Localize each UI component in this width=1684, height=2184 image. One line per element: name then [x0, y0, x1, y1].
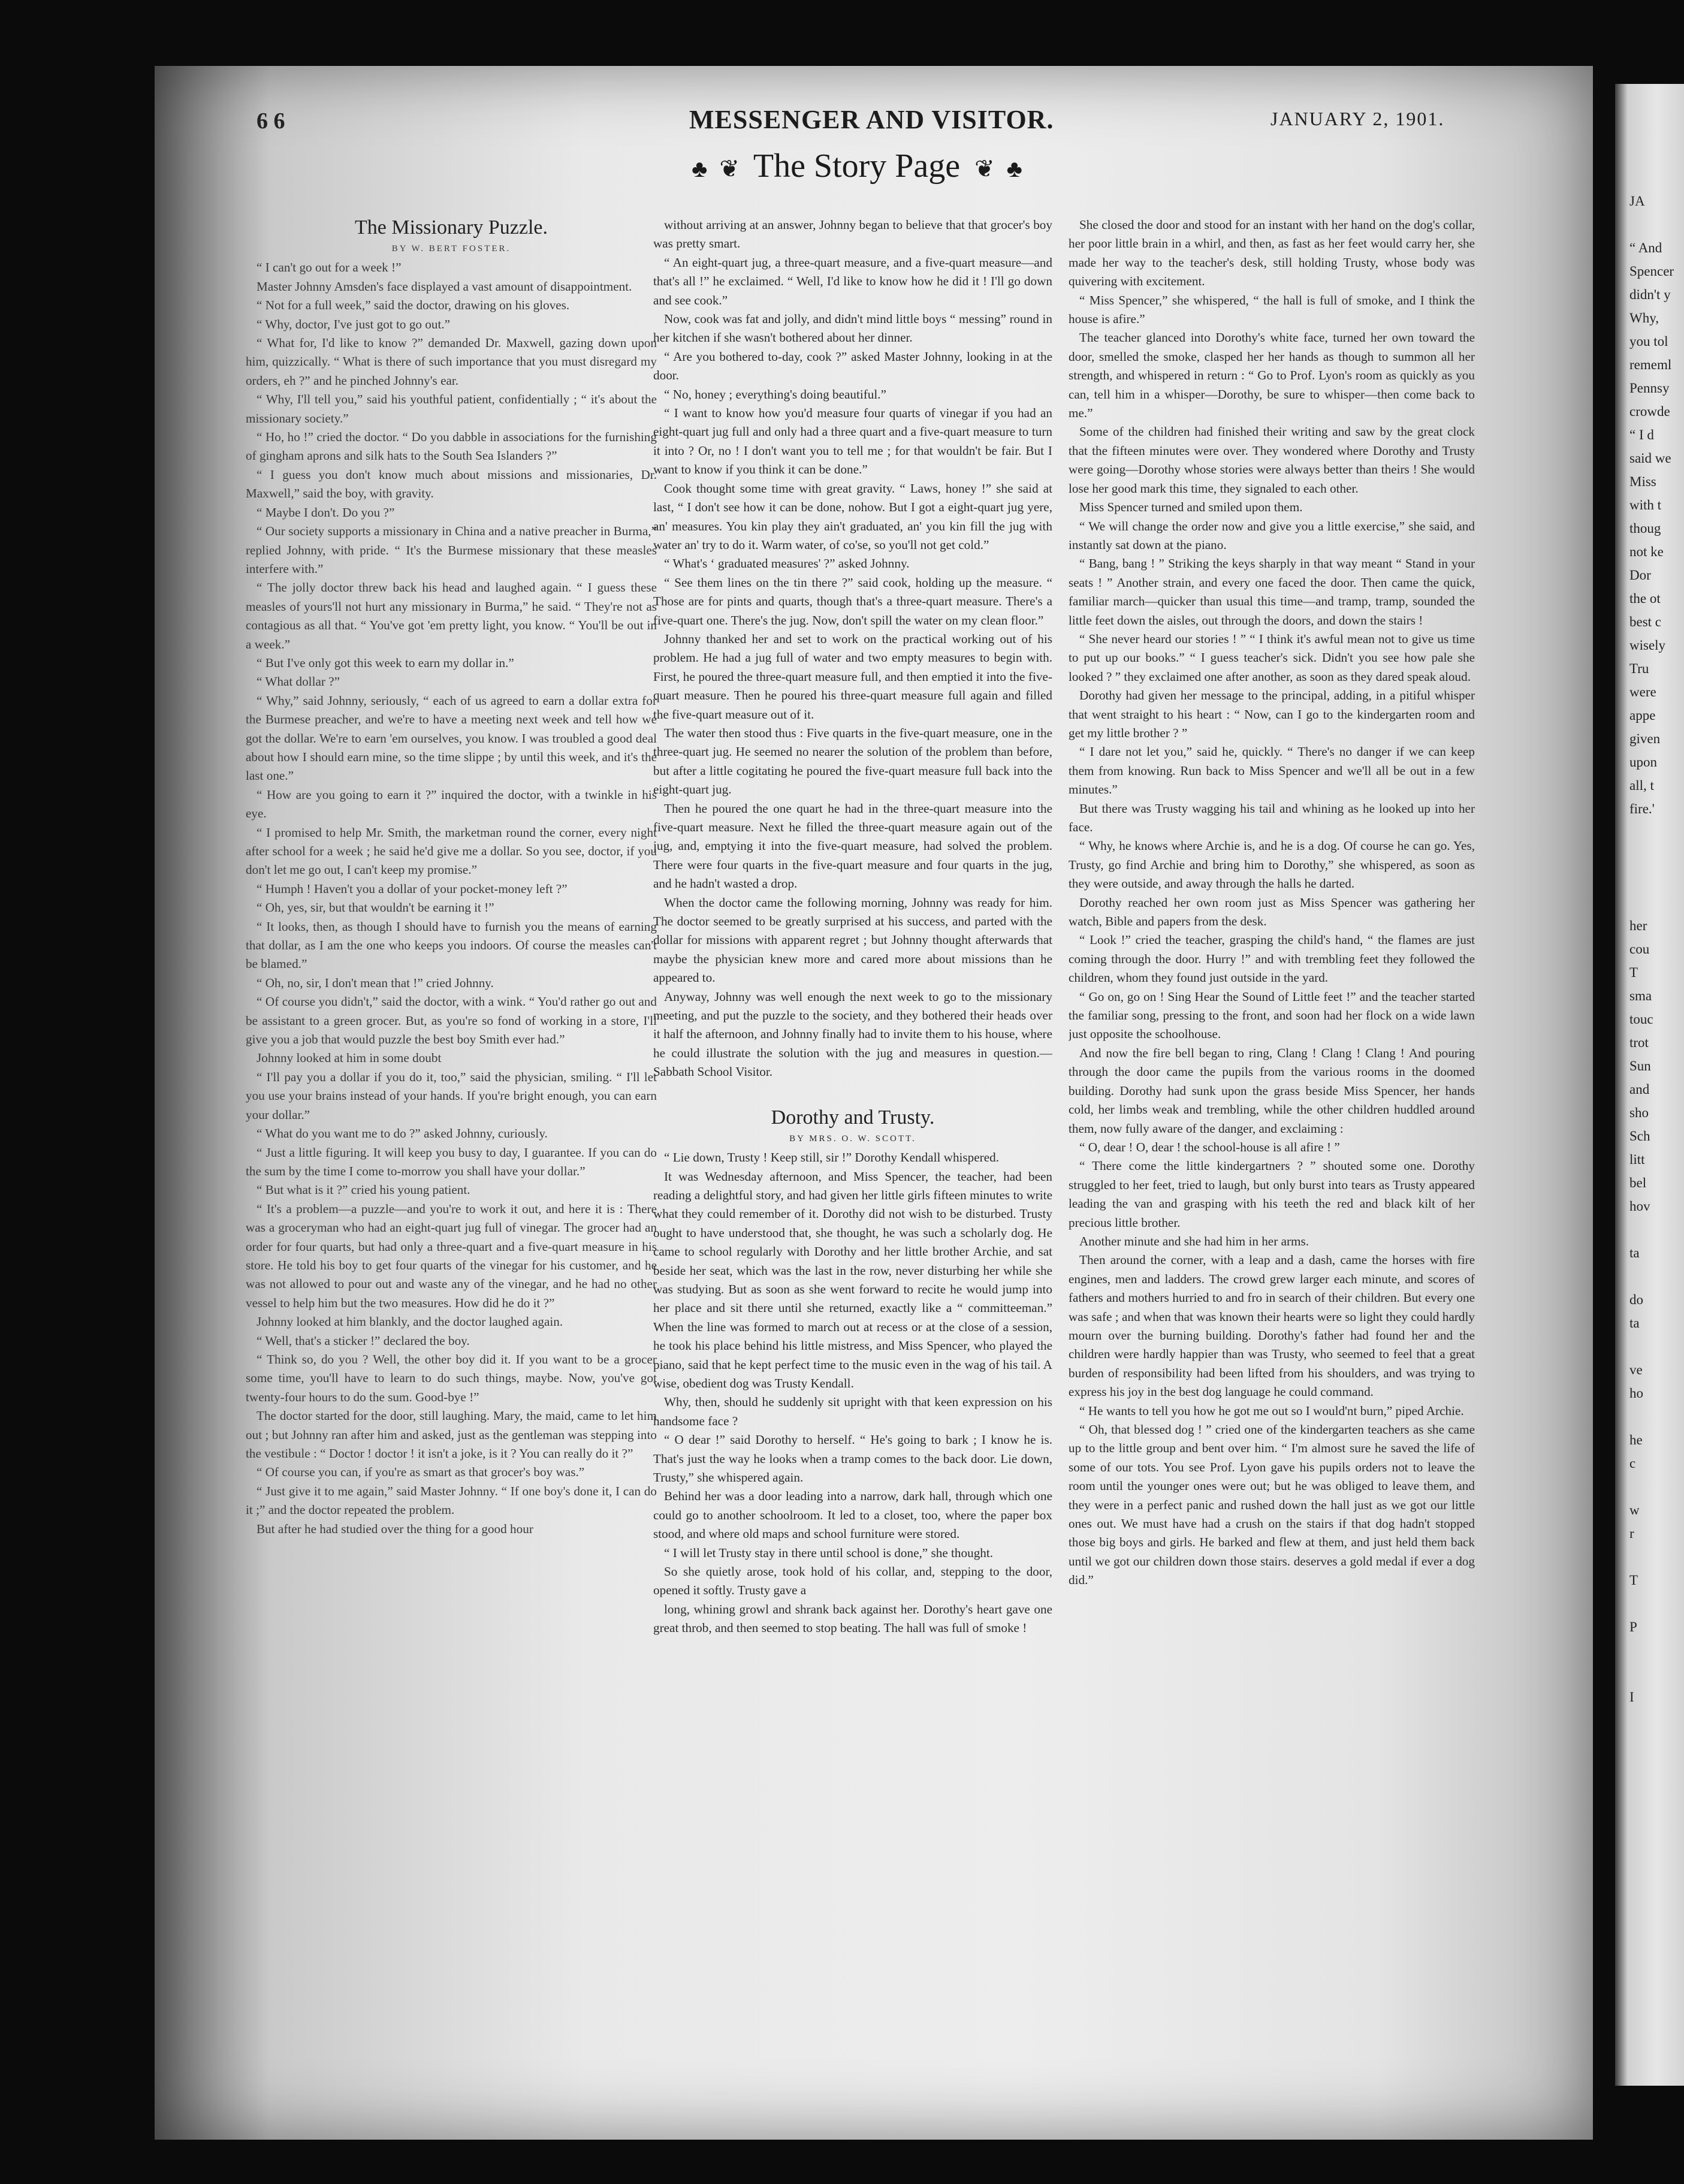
edge-fragment: ho: [1629, 1386, 1643, 1401]
story-paragraph: Dorothy reached her own room just as Miss Spencer was gathering her watch, Bible and papers from the desk.: [1069, 895, 1475, 929]
story-paragraph: The water then stood thus : Five quarts in the five-quart measure, one in the three-quart jug. He seemed no nearer the solution of the problem than before, but after a little cogitating he poured the five-quart measure full back into the eight-quart jug.: [653, 725, 1052, 797]
column-1: [246, 216, 657, 2104]
story-paragraph: “ Maybe I don't. Do you ?”: [256, 505, 395, 520]
edge-fragment: Dor: [1629, 568, 1651, 583]
edge-fragment: all, t: [1629, 778, 1654, 793]
story-paragraph: “ Go on, go on ! Sing Hear the Sound of Little feet !” and the teacher started the familiar song, pressing to the front, and soon had her flock on a wide lawn just opposite the schoolhouse.: [1069, 989, 1475, 1042]
story-paragraph: “ What dollar ?”: [256, 674, 340, 689]
story-paragraph: “ We will change the order now and give you a little exercise,” she said, and instantly sat down at the piano.: [1069, 518, 1475, 552]
story-paragraph: “ There come the little kindergartners ? ” shouted some one. Dorothy struggled to her feet, tried to laugh, but only burst into tears as Trusty appeared leading the van and grasping with his teeth the red and black kilt of her precious little brother.: [1069, 1159, 1475, 1230]
story-paragraph: “ Why, he knows where Archie is, and he is a dog. Of course he can go. Yes, Trusty, go find Archie and bring him to Dorothy,” she whispered, as soon as they were outside, and away through the halls he darted.: [1069, 838, 1475, 891]
ornament-icon: ♣: [692, 155, 708, 182]
story-paragraph: “ Ho, ho !” cried the doctor. “ Do you dabble in associations for the furnishing of gingham aprons and silk hats to the South Sea Islanders ?”: [246, 430, 657, 463]
edge-fragment: do: [1629, 1292, 1643, 1307]
edge-fragment: Pennsy: [1629, 381, 1670, 396]
edge-fragment: sma: [1629, 988, 1652, 1003]
story-paragraph: “ She never heard our stories ! ” “ I think it's awful mean not to give us time to put up our books.” “ I guess teacher's sick. Didn't you see how pale she looked ? ” they exclaimed one after another, as soon as they dared speak aloud.: [1069, 631, 1475, 684]
story-paragraph: “ Miss Spencer,” she whispered, “ the hall is full of smoke, and I think the house is afire.”: [1069, 292, 1475, 327]
story-paragraph: Cook thought some time with great gravity. “ Laws, honey !” she said at last, “ I don't see how it can be done, nohow. But I got a eight-quart jug yere, an' measures. You kin play they ain't graduated, an' you kin fill the jug with water an' try to do it. Warm water, of co'se, so you'll not get cold.”: [653, 481, 1052, 552]
edge-fragment: [1629, 867, 1674, 891]
edge-fragment: ta: [1629, 1245, 1640, 1260]
story-paragraph: Why, then, should he suddenly sit upright with that keen expression on his handsome face ?: [653, 1395, 1052, 1428]
edge-fragment: you tol: [1629, 334, 1668, 349]
edge-fragment: hov: [1629, 1199, 1650, 1214]
story-paragraph: “ Why, doctor, I've just got to go out.”: [256, 316, 451, 331]
story-paragraph: “ No, honey ; everything's doing beautiful.”: [664, 387, 886, 402]
edge-fragment: wisely: [1629, 638, 1666, 653]
edge-fragment: Miss: [1629, 474, 1656, 489]
edge-fragment: Sch: [1629, 1129, 1650, 1144]
edge-fragment: best c: [1629, 614, 1662, 629]
edge-fragment: cou: [1629, 942, 1650, 957]
edge-fragment: fire.': [1629, 801, 1655, 816]
story-paragraph: “ I can't go out for a week !”: [256, 260, 402, 275]
story-paragraph: “ Think so, do you ? Well, the other boy did it. If you want to be a grocer some time, you'll have to learn to do such things, maybe. Now, you've got twenty-four hours to do the sum. Good-bye !”: [246, 1352, 657, 1404]
edge-fragment: thoug: [1629, 521, 1661, 536]
edge-fragment: T: [1629, 965, 1638, 980]
edge-fragment: Sun: [1629, 1058, 1651, 1073]
story-paragraph: Johnny looked at him blankly, and the doctor laughed again.: [256, 1314, 563, 1329]
story-paragraph: So she quietly arose, took hold of his collar, and, stepping to the door, opened it softly. Trusty gave a: [653, 1564, 1052, 1598]
edge-fragment: upon: [1629, 755, 1657, 770]
story-paragraph: “ Not for a full week,” said the doctor, drawing on his gloves.: [256, 298, 570, 313]
edge-fragment: I: [1629, 1690, 1634, 1705]
story-paragraph: Miss Spencer turned and smiled upon them.: [1079, 500, 1303, 515]
edge-fragment: [1629, 1639, 1674, 1662]
edge-fragment: [1629, 1335, 1674, 1358]
story-paragraph: “ I will let Trusty stay in there until school is done,” she thought.: [664, 1545, 994, 1560]
edge-fragment: [1629, 1545, 1674, 1568]
story-paragraph: “ Just give it to me again,” said Master Johnny. “ If one boy's done it, I can do it ;” and the doctor repeated the problem.: [246, 1483, 657, 1518]
column-3: [1069, 216, 1475, 2104]
story-paragraph: “ It looks, then, as though I should have to furnish you the means of earning that dollar, as I am the one who keeps you indoors. Of course the measles can't be blamed.”: [246, 919, 657, 972]
story-paragraph: And now the fire bell began to ring, Clang ! Clang ! Clang ! And pouring through the door came the pupils from the various rooms in the doomed building. Dorothy had sunk upon the grass beside Miss Spencer, her hands cold, her limbs weak and trembling, while the other children huddled around them, now fully aware of the danger, and exclaiming :: [1069, 1045, 1475, 1136]
story-paragraph: “ What do you want me to do ?” asked Johnny, curiously.: [256, 1126, 548, 1141]
edge-fragment: and: [1629, 1082, 1650, 1097]
edge-fragment: [1629, 1592, 1674, 1615]
story-paragraph: “ Oh, that blessed dog ! ” cried one of the kindergarten teachers as she came up to the little group and bent over him. “ I'm almost sure he saved the life of some of our tots. You see Prof. Lyon gave his pupils orders not to leave the room until the younger ones were out; but he was obliged to leave them, and they were in a perfect panic and rushed down the hall just as we got our little ones out. We must have had a crush on the stairs if that dog hadn't stopped those big boys and girls. He barked and flew at them, and just held them back until we got our children down those stairs. deserves a gold medal if ever a dog did.”: [1069, 1422, 1475, 1588]
story-paragraph: “ Are you bothered to-day, cook ?” asked Master Johnny, looking in at the door.: [653, 349, 1052, 383]
story-paragraph: “ Look !” cried the teacher, grasping the child's hand, “ the flames are just coming through the door. Hurry !” and with trembling feet they followed the children, whom they found just outside in the yard.: [1069, 933, 1475, 985]
edge-fragment: didn't y: [1629, 287, 1671, 302]
story-paragraph: “ Our society supports a missionary in China and a native preacher in Burma,” replied Johnny, with pride. “ It's the Burmese missionary that these measles interfere with.”: [246, 524, 657, 576]
ornament-icon: ♣: [1006, 155, 1022, 182]
story-paragraph: “ He wants to tell you how he got me out so I would'nt burn,” piped Archie.: [1079, 1403, 1464, 1418]
section-title-text: The Story Page: [753, 147, 961, 185]
story-paragraph: “ Well, that's a sticker !” declared the boy.: [256, 1333, 470, 1348]
story-paragraph: long, whining growl and shrank back against her. Dorothy's heart gave one great throb, and then seemed to stop beating. The hall was full of smoke !: [653, 1601, 1052, 1636]
story-paragraph: The teacher glanced into Dorothy's white face, turned her own toward the door, smelled the smoke, clasped her her hands as though to summon all her strength, and whispered in return : “ Go to Prof. Lyon's room as quickly as you can, tell him in a whisper—Dorothy, be sure to whisper—then come back to me.”: [1069, 330, 1475, 421]
story-paragraph: Some of the children had finished their writing and saw by the great clock that the fifteen minutes were over. They wondered where Dorothy and Trusty were going—Dorothy whose stories were always better than theirs ! She would lose her good mark this time, they signaled to each other.: [1069, 424, 1475, 496]
edge-fragment: rememl: [1629, 357, 1672, 372]
edge-fragment: ta: [1629, 1316, 1640, 1331]
story-paragraph: “ The jolly doctor threw back his head and laughed again. “ I guess these measles of yours'll not hurt any missionary in Burma,” he said. “ They're not as contagious as all that. “ You've got 'em pretty light, you know. “ You'll be out in a week.”: [246, 580, 657, 651]
story-paragraph: “ I want to know how you'd measure four quarts of vinegar if you had an eight-quart jug full and only had a three quart and a five-quart measure to turn it into ? Or, no ! I don't want you to tell me ; for that wouldn't be fair. But I want to know if you think it can be done.”: [653, 406, 1052, 477]
publication-title: MESSENGER AND VISITOR.: [689, 105, 1054, 134]
edge-fragment: P: [1629, 1619, 1637, 1634]
edge-fragment: were: [1629, 684, 1656, 699]
story-paragraph: Anyway, Johnny was well enough the next week to go to the missionary meeting, and put the puzzle to the society, and they bothered their heads over it half the afternoon, and Johnny finally had to invite them to his house, where he could illustrate the solution with the jug and measures in question.—Sabbath School Visitor.: [653, 989, 1052, 1079]
story-paragraph: She closed the door and stood for an instant with her hand on the dog's collar, her poor little brain in a whirl, and then, as fast as her feet would carry her, she made her way to the teacher's desk, still holding Trusty, whose body was quivering with excitement.: [1069, 218, 1475, 289]
story-title: The Missionary Puzzle.: [355, 216, 548, 239]
story-paragraph: “ I dare not let you,” said he, quickly. “ There's no danger if we can keep them from knowing. Run back to Miss Spencer and we'll all be out in a few minutes.”: [1069, 744, 1475, 797]
edge-fragment: the ot: [1629, 591, 1661, 606]
story-paragraph: When the doctor came the following morning, Johnny was ready for him. The doctor seemed to be greatly surprised at his success, and parted with the dollar for missions with apparent regret ; but Johnny thought afterwards that maybe the physician knew more and cared more about missions than he appeared to.: [653, 895, 1052, 985]
story-paragraph: “ Oh, yes, sir, but that wouldn't be earning it !”: [256, 900, 494, 915]
edge-fragment: [1629, 1405, 1674, 1428]
story-paragraph: “ An eight-quart jug, a three-quart measure, and a five-quart measure—and that's all !” he exclaimed. “ Well, I'd like to know how he did it ! I'll go down and see cook.”: [653, 255, 1052, 307]
story-byline: BY W. BERT FOSTER.: [391, 244, 511, 254]
story-paragraph: “ What for, I'd like to know ?” demanded Dr. Maxwell, gazing down upon him, quizzically. “ What is there of such importance that you must disregard my orders, eh ?” and he pinched Johnny's ear.: [246, 336, 657, 388]
story-paragraph: “ How are you going to earn it ?” inquired the doctor, with a twinkle in his eye.: [246, 787, 657, 821]
edge-fragment: given: [1629, 731, 1661, 746]
story-paragraph: “ But I've only got this week to earn my dollar in.”: [256, 655, 514, 670]
story-paragraph: “ It's a problem—a puzzle—and you're to work it out, and here it is : There was a groceryman who had an eight-quart jug full of vinegar. The grocer had an order for four quarts, but had only a three-quart and a five-quart measure in his store. He told his boy to get four quarts of the vinegar for his customer, and he was not allowed to pour out and waste any of the vinegar, and he had no other vessel to help him but the two measures. How did he do it ?”: [246, 1201, 657, 1310]
story-paragraph: Johnny thanked her and set to work on the practical working out of his problem. He had a jug full of water and two empty measures to begin with. First, he poured the three-quart measure full, and then emptied it into the five-quart measure. Then he poured his three-quart measure full again and filled the five-quart measure out of it.: [653, 631, 1052, 722]
story-paragraph: Now, cook was fat and jolly, and didn't mind little boys “ messing” round in her kitchen if she wasn't bothered about her dinner.: [653, 312, 1052, 345]
column-2: [653, 216, 1052, 2104]
masthead: [0, 102, 1594, 138]
edge-fragment: [1629, 1662, 1674, 1685]
edge-fragment: [1629, 1218, 1674, 1241]
edge-fragment: bel: [1629, 1175, 1647, 1190]
edge-fragment: Why,: [1629, 310, 1659, 325]
edge-fragment: trot: [1629, 1035, 1649, 1050]
story-paragraph: “ Of course you can, if you're as smart as that grocer's boy was.”: [256, 1465, 585, 1480]
ornament-icon: ❦: [719, 155, 740, 182]
edge-fragment: [1629, 1475, 1674, 1498]
edge-fragment: with t: [1629, 497, 1662, 512]
edge-fragment: he: [1629, 1432, 1643, 1447]
edge-fragment: touc: [1629, 1012, 1653, 1027]
edge-fragment: c: [1629, 1456, 1636, 1471]
story-paragraph: Behind her was a door leading into a narrow, dark hall, through which one could go to another schoolroom. It led to a closet, too, where the paper box stood, and where old maps and school furniture were stored.: [653, 1489, 1052, 1542]
edge-fragment: [1629, 820, 1674, 844]
issue-date: JANUARY 2, 1901.: [1270, 108, 1445, 129]
story-paragraph: “ O, dear ! O, dear ! the school-house is all afire ! ”: [1079, 1139, 1340, 1154]
story-title: Dorothy and Trusty.: [771, 1106, 935, 1129]
edge-fragment: [1629, 891, 1674, 914]
edge-fragment: “ And: [1629, 240, 1662, 255]
story-paragraph: “ Lie down, Trusty ! Keep still, sir !” Dorothy Kendall whispered.: [664, 1150, 1000, 1165]
story-paragraph: “ I'll pay you a dollar if you do it, too,” said the physician, smiling. “ I'll let you use your brains instead of your hands. If you're bright enough, you can earn your dollar.”: [246, 1069, 657, 1122]
edge-fragment: ve: [1629, 1362, 1643, 1377]
story-paragraph: “ What's ‘ graduated measures' ?” asked Johnny.: [664, 556, 910, 571]
story-paragraph: “ Just a little figuring. It will keep you busy to day, I guarantee. If you can do the sum by the time I come to-morrow you shall have your dollar.”: [246, 1145, 657, 1178]
story-paragraph: Then he poured the one quart he had in the three-quart measure into the five-quart measure. Next he filled the three-quart measure again out of the jug, and, emptying it into the five-quart measure, had solved the problem. There were four quarts in the five-quart measure and four quarts in the jug, and he hadn't wasted a drop.: [653, 801, 1052, 891]
story-paragraph: “ Why,” said Johnny, seriously, “ each of us agreed to earn a dollar extra for the Burmese preacher, and we're to have a meeting next week and tell how we got the dollar. We're to earn 'em ourselves, you know. I was troubled a good deal about how I should earn mine, so the time slippe ; by until this week, and it's the last one.”: [246, 693, 657, 783]
story-paragraph: “ Of course you didn't,” said the doctor, with a wink. “ You'd rather go out and be assistant to a green grocer. But, as you're so fond of working in a store, I'll give you a job that would puzzle the best boy Smith ever had.”: [246, 994, 657, 1047]
story-byline: BY MRS. O. W. SCOTT.: [789, 1133, 916, 1144]
edge-fragment: r: [1629, 1526, 1634, 1541]
edge-fragment: [1629, 1265, 1674, 1288]
story-paragraph: The doctor started for the door, still laughing. Mary, the maid, came to let him out ; but Johnny ran after him and asked, just as the gentleman was stepping into the vestibule : “ Doctor ! doctor ! it isn't a joke, is it ? You can really do it ?”: [246, 1408, 657, 1461]
edge-fragment: [1629, 213, 1674, 236]
story-paragraph: “ Why, I'll tell you,” said his youthful patient, confidentially ; “ it's about the missionary society.”: [246, 392, 657, 426]
edge-fragment: w: [1629, 1503, 1640, 1518]
edge-fragment: [1629, 844, 1674, 867]
story-paragraph: It was Wednesday afternoon, and Miss Spencer, the teacher, had been reading a delightful story, and had given her little girls fifteen minutes to write what they could remember of it. Dorothy did not wish to be disturbed. Trusty ought to have understood that, she thought, he was such a scholarly dog. He came to school regularly with Dorothy and her little brother Archie, and sat beside her seat, which was the last in the row, never disturbing her while she was studying. But as soon as she went forward to recite he would jump into her place and sit there until she returned, exactly like a “ committeeman.” When the line was formed to march out at recess or at the close of a session, he took his place behind his little mistress, and Miss Spencer, who played the piano, said that he kept perfect time to the music even in the wag of his tail. A wise, obedient dog was Trusty Kendall.: [653, 1169, 1052, 1390]
story-paragraph: “ See them lines on the tin there ?” said cook, holding up the measure. “ Those are for pints and quarts, though that's a three-quart measure. There's a five-quart one. There's the jug. Now, don't spill the water on my clean floor.”: [653, 575, 1052, 628]
story-paragraph: “ But what is it ?” cried his young patient.: [256, 1183, 470, 1197]
story-paragraph: Another minute and she had him in her arms.: [1079, 1233, 1309, 1248]
edge-fragment: JA: [1629, 194, 1645, 209]
edge-fragment: “ I d: [1629, 427, 1654, 442]
story-paragraph: “ Bang, bang ! ” Striking the keys sharply in that way meant “ Stand in your seats ! ” Another strain, and every one faced the door. Then came the quick, familiar march—quicker than usual this time—and tramp, tramp, sounded the little feet down the aisles, out through the doors, and down the stairs !: [1069, 556, 1475, 628]
story-paragraph: “ O dear !” said Dorothy to herself. “ He's going to bark ; I know he is. That's just the way he looks when a tramp comes to the back door. Lie down, Trusty,” she whispered again.: [653, 1432, 1052, 1485]
story-paragraph: “ I guess you don't know much about missions and missionaries, Dr. Maxwell,” said the boy, with gravity.: [246, 467, 657, 501]
edge-fragment: T: [1629, 1573, 1638, 1588]
edge-fragment: Spencer: [1629, 264, 1674, 279]
edge-fragment: Tru: [1629, 661, 1649, 676]
story-paragraph: “ I promised to help Mr. Smith, the marketman round the corner, every night after school for a week ; he said he'd give me a dollar. So you see, doctor, if you don't let me go out, I can't keep my promise.”: [246, 825, 657, 877]
story-paragraph: Dorothy had given her message to the principal, adding, in a pitiful whisper that went straight to his heart : “ Now, can I go to the kindergarten room and get my little brother ? ”: [1069, 688, 1475, 740]
page-number: 6 6: [256, 108, 285, 134]
story-paragraph: Master Johnny Amsden's face displayed a vast amount of disappointment.: [256, 279, 632, 294]
story-paragraph: Johnny looked at him in some doubt: [256, 1051, 442, 1066]
edge-fragment: not ke: [1629, 544, 1664, 559]
story-paragraph: But after he had studied over the thing for a good hour: [256, 1521, 533, 1536]
section-heading: [647, 147, 1067, 195]
story-paragraph: without arriving at an answer, Johnny began to believe that that grocer's boy was pretty smart.: [653, 218, 1052, 251]
edge-fragment: sho: [1629, 1105, 1649, 1120]
edge-fragment: said we: [1629, 451, 1671, 466]
adjacent-page-text: [1629, 189, 1674, 1709]
ornament-icon: ❦: [974, 155, 995, 182]
edge-fragment: her: [1629, 918, 1647, 933]
story-paragraph: “ Oh, no, sir, I don't mean that !” cried Johnny.: [256, 975, 494, 990]
story-paragraph: Then around the corner, with a leap and a dash, came the horses with fire engines, men and ladders. The crowd grew larger each minute, and scores of fathers and mothers hurried to and fro in search of their children. But every one was safe ; and when that was known their hearts were so light they could hardly mourn over the burning building. Dorothy's father had found her and the children were hardly happier than was Trusty, who seemed to feel that a great burden of responsibility had been lifted from his shoulders, and was trying to express his joy in the best dog language he could command.: [1069, 1253, 1475, 1399]
adjacent-page-edge: [1615, 84, 1684, 2086]
edge-fragment: litt: [1629, 1152, 1645, 1167]
story-paragraph: But there was Trusty wagging his tail and whining as he looked up into her face.: [1069, 801, 1475, 834]
edge-fragment: crowde: [1629, 404, 1670, 419]
story-paragraph: “ Humph ! Haven't you a dollar of your pocket-money left ?”: [256, 881, 568, 896]
edge-fragment: appe: [1629, 708, 1656, 723]
